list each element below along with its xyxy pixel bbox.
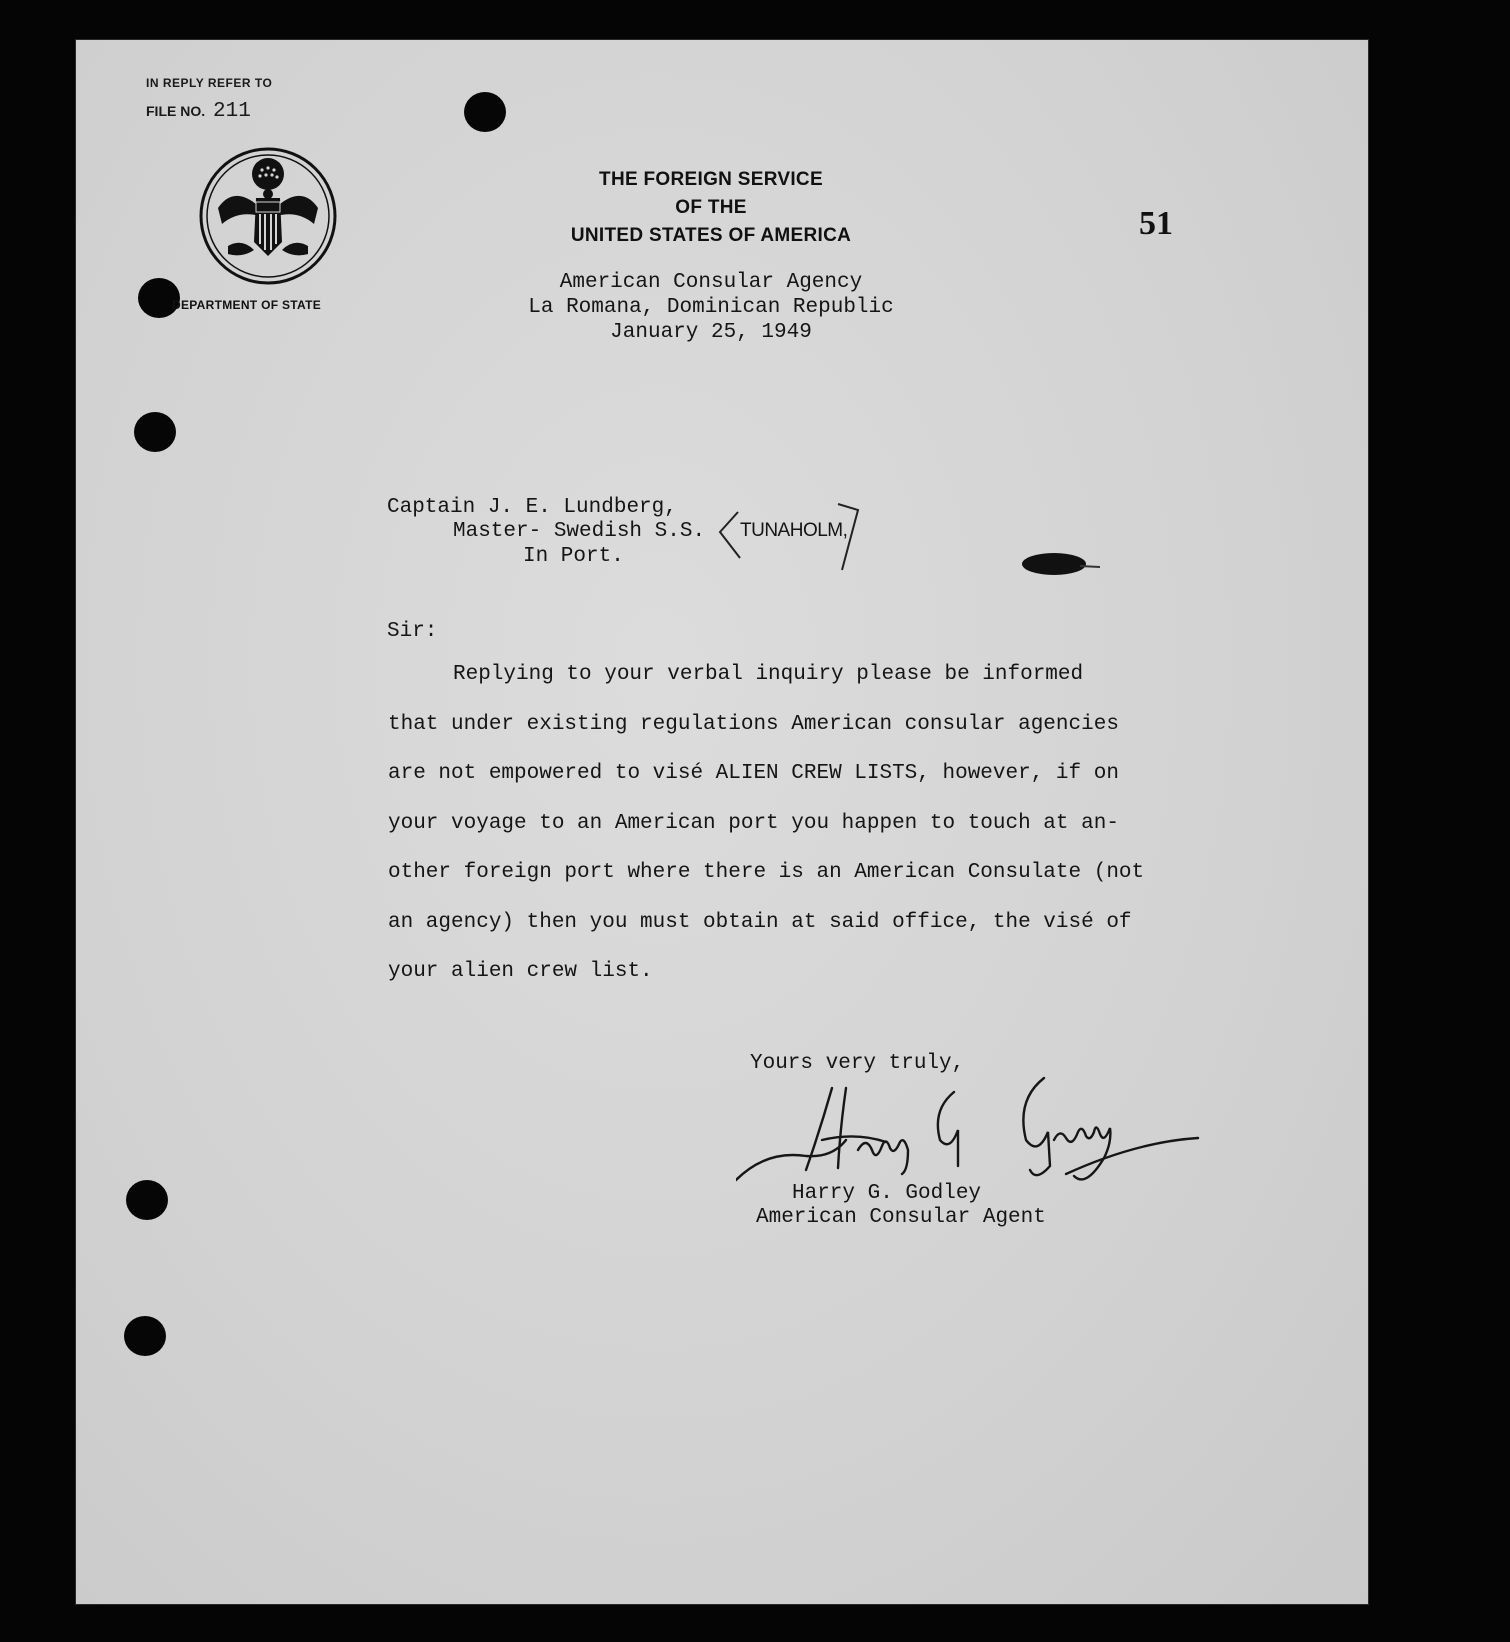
recipient-name: Captain J. E. Lundberg,: [387, 496, 677, 519]
signer-title: American Consular Agent: [756, 1206, 1046, 1229]
punch-hole: [134, 412, 176, 452]
vessel-name: TUNAHOLM,: [740, 520, 848, 541]
recipient-title: Master- Swedish S.S.: [453, 520, 706, 543]
page-number: 51: [1139, 205, 1173, 242]
salutation: Sir:: [387, 620, 438, 643]
closing: Yours very truly,: [750, 1052, 965, 1075]
punch-hole: [464, 92, 506, 132]
vessel-bracket-marks: [716, 498, 866, 578]
letterhead-line-3: UNITED STATES OF AMERICA: [570, 225, 852, 246]
file-reference: [146, 76, 272, 123]
body-line: other foreign port where there is an American Consulate (not: [388, 861, 1145, 884]
letter-date: January 25, 1949: [610, 321, 812, 344]
punch-hole: [124, 1316, 166, 1356]
handwritten-signature: [736, 1070, 1216, 1190]
department-of-state-label: DEPARTMENT OF STATE: [172, 298, 322, 312]
sender-office: American Consular Agency: [559, 271, 863, 294]
great-seal-icon: [198, 146, 338, 286]
sender-block: [501, 270, 921, 345]
reply-refer-label: IN REPLY REFER TO: [146, 76, 273, 90]
ink-blot-icon: [1020, 550, 1100, 578]
signer-name: Harry G. Godley: [792, 1182, 982, 1205]
letter-body: [388, 650, 1308, 997]
body-line: your alien crew list.: [388, 960, 653, 983]
letterhead-line-1: THE FOREIGN SERVICE: [599, 169, 823, 190]
recipient-place: In Port.: [523, 545, 624, 568]
sender-location: La Romana, Dominican Republic: [528, 296, 894, 319]
letterhead-line-2: OF THE: [675, 197, 747, 218]
file-number: 211: [213, 100, 251, 123]
punch-hole: [126, 1180, 168, 1220]
body-line: are not empowered to visé ALIEN CREW LISTS, however, if on: [388, 762, 1119, 785]
file-number-label: FILE NO.: [146, 103, 206, 119]
body-line: your voyage to an American port you happen to touch at an-: [388, 811, 1119, 835]
letter-page: [76, 40, 1368, 1604]
body-line: that under existing regulations American consular agencies: [388, 712, 1119, 736]
body-line: an agency) then you must obtain at said office, the visé of: [388, 910, 1132, 934]
letterhead: [521, 166, 901, 250]
body-line: Replying to your verbal inquiry please be informed: [453, 663, 1084, 686]
